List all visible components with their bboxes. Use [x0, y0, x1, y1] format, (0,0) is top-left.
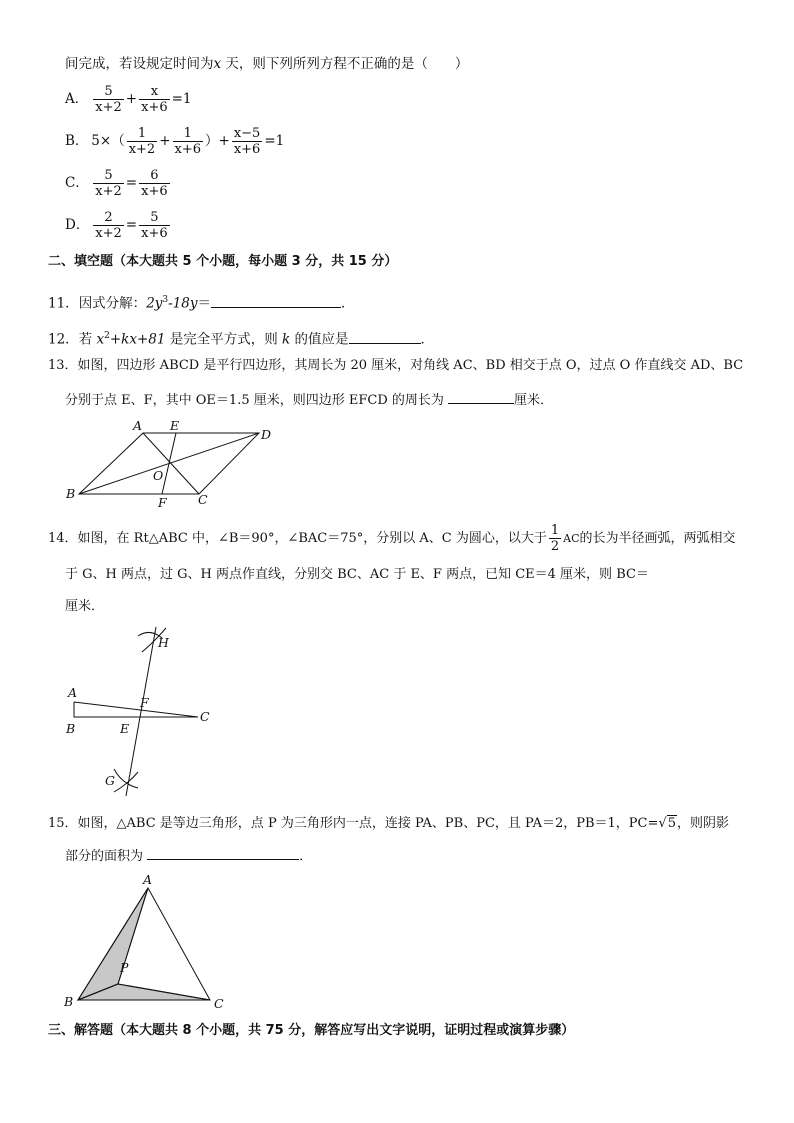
label-f: F [158, 495, 167, 510]
question-text: 厘米． [65, 599, 105, 614]
equals-sign: ＝ [197, 295, 212, 312]
q10-stem-end: 天，则下列所列方程不正确的是（ ） [221, 56, 469, 72]
fraction-numerator: 1 [173, 126, 204, 142]
fraction [93, 210, 124, 241]
triangle-figure [58, 872, 238, 1014]
diagonal-ac [143, 433, 199, 494]
exponent: 2 [104, 331, 110, 341]
exponent: 3 [162, 295, 169, 305]
q10-option-b [65, 126, 284, 157]
square-root: √5 [658, 816, 676, 831]
label-e: E [120, 721, 130, 736]
question-13-line-1 [48, 356, 743, 376]
question-14-line-1 [48, 523, 736, 554]
question-text: 的值应是 [290, 331, 349, 348]
label-c: C [200, 709, 210, 724]
operator: + [125, 91, 138, 107]
question-text: 厘米． [514, 393, 554, 408]
expression: -18y [168, 295, 198, 312]
label-c: C [214, 996, 224, 1011]
answer-blank[interactable] [147, 845, 299, 860]
question-15-line-2 [65, 845, 312, 867]
fraction [139, 210, 170, 241]
question-11 [48, 290, 355, 314]
question-14-line-3 [65, 597, 104, 617]
fraction-numerator: 2 [93, 210, 124, 226]
question-text: AC [563, 532, 580, 545]
label-o: O [153, 468, 164, 483]
fraction-denominator: x+6 [141, 184, 168, 199]
label-g: G [105, 773, 115, 788]
question-text: ． [299, 849, 313, 864]
question-text: 是完全平方式，则 [165, 331, 283, 348]
question-text: 的长为半径画弧，两弧相交 [579, 531, 736, 546]
equation-prefix: 5×（ [91, 133, 125, 149]
fraction-denominator: x+6 [174, 142, 202, 157]
section-3-title: 三、解答题（本大题共 8 个小题，共 75 分，解答应写出文字说明，证明过程或演算步骤） [48, 1023, 575, 1038]
arc-g-1 [114, 769, 138, 788]
fraction [127, 126, 158, 157]
period: ． [420, 331, 435, 348]
variable: k [282, 331, 291, 348]
question-text: 如图，在 Rt△ABC 中，∠B＝90°，∠BAC＝75°，分别以 A、C 为圆心，以大于 [77, 531, 547, 546]
operator: = [125, 217, 138, 233]
parallelogram-figure [60, 416, 290, 510]
fraction [549, 523, 561, 554]
question-number: 14． [48, 531, 78, 546]
fraction [173, 126, 204, 157]
fraction-denominator: 2 [550, 539, 560, 554]
fraction-numerator: x [139, 84, 170, 100]
label-e: E [170, 418, 180, 433]
fraction-denominator: x+6 [141, 100, 168, 115]
q10-option-a [65, 84, 192, 115]
fraction-numerator: x−5 [233, 126, 261, 141]
hypotenuse-ac [74, 702, 198, 717]
label-c: C [198, 492, 208, 507]
equation-tail: =1 [264, 133, 285, 149]
fraction-denominator: x+6 [233, 142, 261, 157]
question-12 [48, 326, 434, 350]
option-d-label: D． [65, 217, 90, 233]
question-text: ，则阴影 [676, 816, 729, 831]
fraction-numerator: 1 [127, 126, 158, 142]
question-number: 15． [48, 816, 78, 831]
fraction-numerator: 5 [93, 168, 124, 184]
fraction [232, 126, 263, 157]
fraction [93, 168, 124, 199]
radicand: 5 [667, 816, 676, 831]
label-d: D [261, 427, 272, 442]
expression: 2y [146, 295, 163, 312]
section-2-title: 二、填空题（本大题共 5 个小题，每小题 3 分，共 15 分） [48, 254, 398, 269]
bisector-figure [58, 624, 228, 802]
fraction [139, 168, 170, 199]
question-text: 分别于点 E、F，其中 OE＝1.5 厘米，则四边形 EFCD 的周长为 [65, 393, 449, 408]
fraction-denominator: x+2 [128, 142, 156, 157]
label-f: F [140, 695, 149, 710]
option-b-label: B． [65, 133, 89, 149]
question-text: 部分的面积为 [65, 849, 148, 864]
answer-blank[interactable] [349, 329, 421, 344]
label-b: B [64, 994, 74, 1009]
question-number: 12． [48, 331, 79, 348]
question-15-line-1 [48, 812, 729, 836]
label-p: P [120, 960, 129, 975]
q10-option-c [65, 168, 172, 199]
question-13-line-2 [65, 389, 553, 411]
label-a: A [133, 418, 143, 433]
option-c-label: C． [65, 175, 89, 191]
operator: = [125, 175, 138, 191]
fraction-denominator: x+2 [95, 184, 122, 199]
q10-stem-text: 间完成，若设规定时间为 [65, 56, 214, 72]
variable: x [96, 331, 105, 348]
q10-option-d [65, 210, 172, 241]
label-h: H [158, 635, 169, 650]
q10-var: x [213, 56, 222, 72]
question-text: 于 G、H 两点，过 G、H 两点作直线，分别交 BC、AC 于 E、F 两点，已知 CE＝4 厘米，则 BC＝ [65, 567, 649, 582]
fraction-numerator: 1 [550, 523, 560, 538]
fraction [139, 84, 170, 115]
label-a: A [143, 872, 153, 887]
answer-blank[interactable] [211, 293, 341, 308]
question-text: 如图，四边形 ABCD 是平行四边形，其周长为 20 厘米，对角线 AC、BD 相交于点 O，过点 O 作直线交 AD、BC [77, 358, 744, 373]
label-b: B [66, 721, 76, 736]
answer-blank[interactable] [448, 389, 514, 404]
question-number: 13． [48, 358, 78, 373]
option-a-label: A． [65, 91, 89, 107]
equation-tail: =1 [171, 91, 192, 107]
line-ef [162, 433, 176, 494]
fraction-denominator: x+2 [95, 226, 122, 241]
question-text: 若 [78, 331, 97, 348]
fraction-denominator: x+2 [95, 100, 122, 115]
question-14-line-2 [65, 565, 649, 585]
fraction-denominator: x+6 [141, 226, 168, 241]
label-b: B [66, 486, 76, 501]
fraction-numerator: 6 [139, 168, 170, 184]
question-text: 如图，△ABC 是等边三角形，点 P 为三角形内一点，连接 PA、PB、PC，且 PA＝2，PB＝1，PC= [77, 816, 659, 831]
fraction-numerator: 5 [139, 210, 170, 226]
equation-mid: ）+ [205, 133, 230, 149]
label-a: A [68, 685, 78, 700]
expression: +kx+81 [109, 331, 166, 348]
q10-stem [65, 54, 468, 74]
period: ． [341, 295, 355, 312]
question-number: 11． [48, 295, 79, 312]
fraction-numerator: 5 [93, 84, 124, 100]
fraction [93, 84, 124, 115]
question-text: 因式分解： [78, 295, 147, 312]
operator: + [159, 133, 171, 149]
